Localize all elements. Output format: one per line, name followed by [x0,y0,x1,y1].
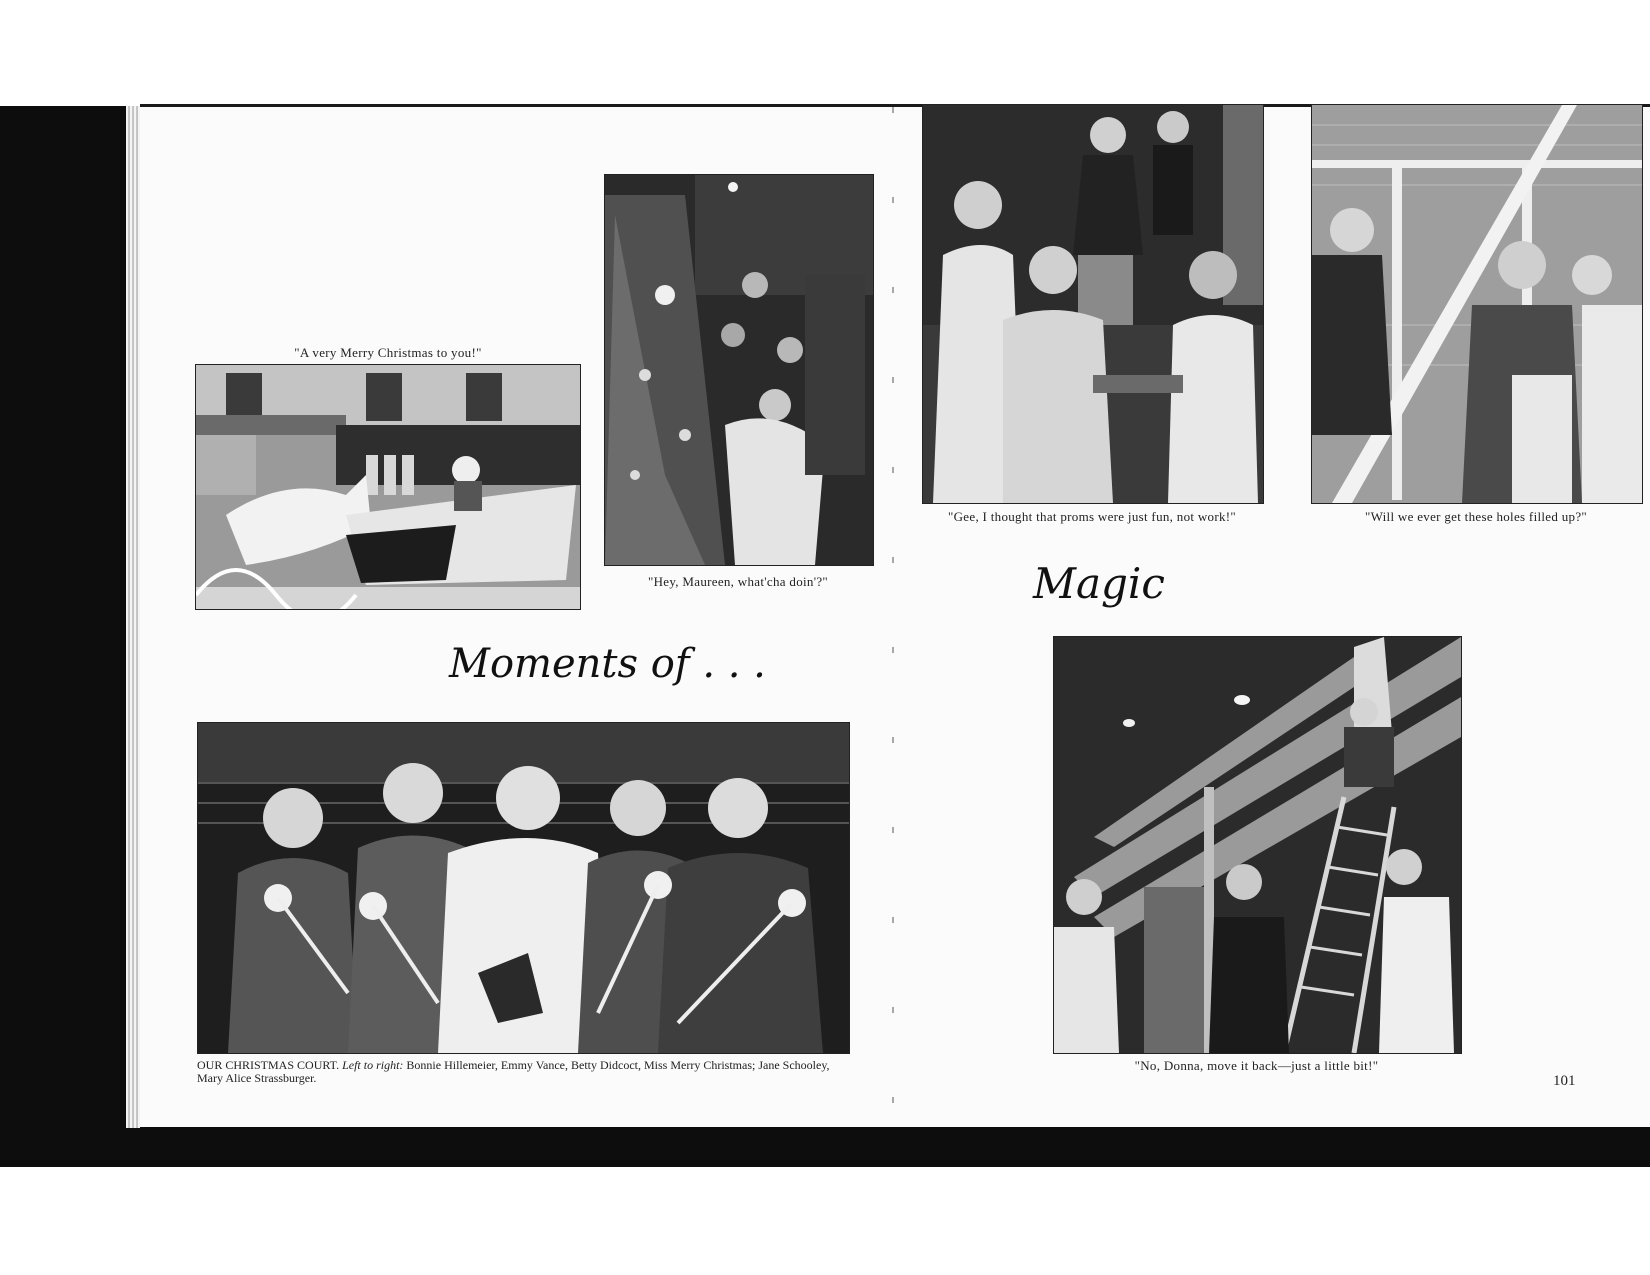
proms-photo [922,104,1264,504]
tree-photo-caption: "Hey, Maureen, what'cha doin'?" [647,574,829,589]
heading-magic: Magic [1033,559,1165,608]
sleigh-photo [195,364,581,610]
christmas-tree-photo [604,174,874,566]
page-edges [126,106,140,1128]
scanner-shadow-left [0,106,126,1166]
scanner-shadow-bottom [0,1127,1650,1167]
court-caption-lead: Left to right: [342,1058,404,1072]
holes-photo-caption: "Will we ever get these holes filled up?" [1364,509,1587,524]
court-caption-title: OUR CHRISTMAS COURT. [197,1058,340,1072]
proms-photo-caption: "Gee, I thought that proms were just fun, not work!" [948,509,1236,524]
sleigh-photo-caption: "A very Merry Christmas to you!" [294,345,482,360]
christmas-court-photo [197,722,850,1054]
ladder-decorating-photo [1053,636,1462,1054]
court-caption-names: Bonnie Hillemeier, Emmy Vance, Betty Didcoct, Miss Merry Christmas; Jane Schooley, Mary Alice Strassburger. [197,1058,830,1085]
book-gutter [892,107,894,1127]
page-number: 101 [1553,1073,1576,1089]
heading-moments-of: Moments of . . . [449,641,766,687]
chicken-wire-photo [1311,104,1643,504]
christmas-court-caption [197,1059,857,1085]
ladder-photo-caption: "No, Donna, move it back—just a little bit!" [1134,1058,1379,1073]
